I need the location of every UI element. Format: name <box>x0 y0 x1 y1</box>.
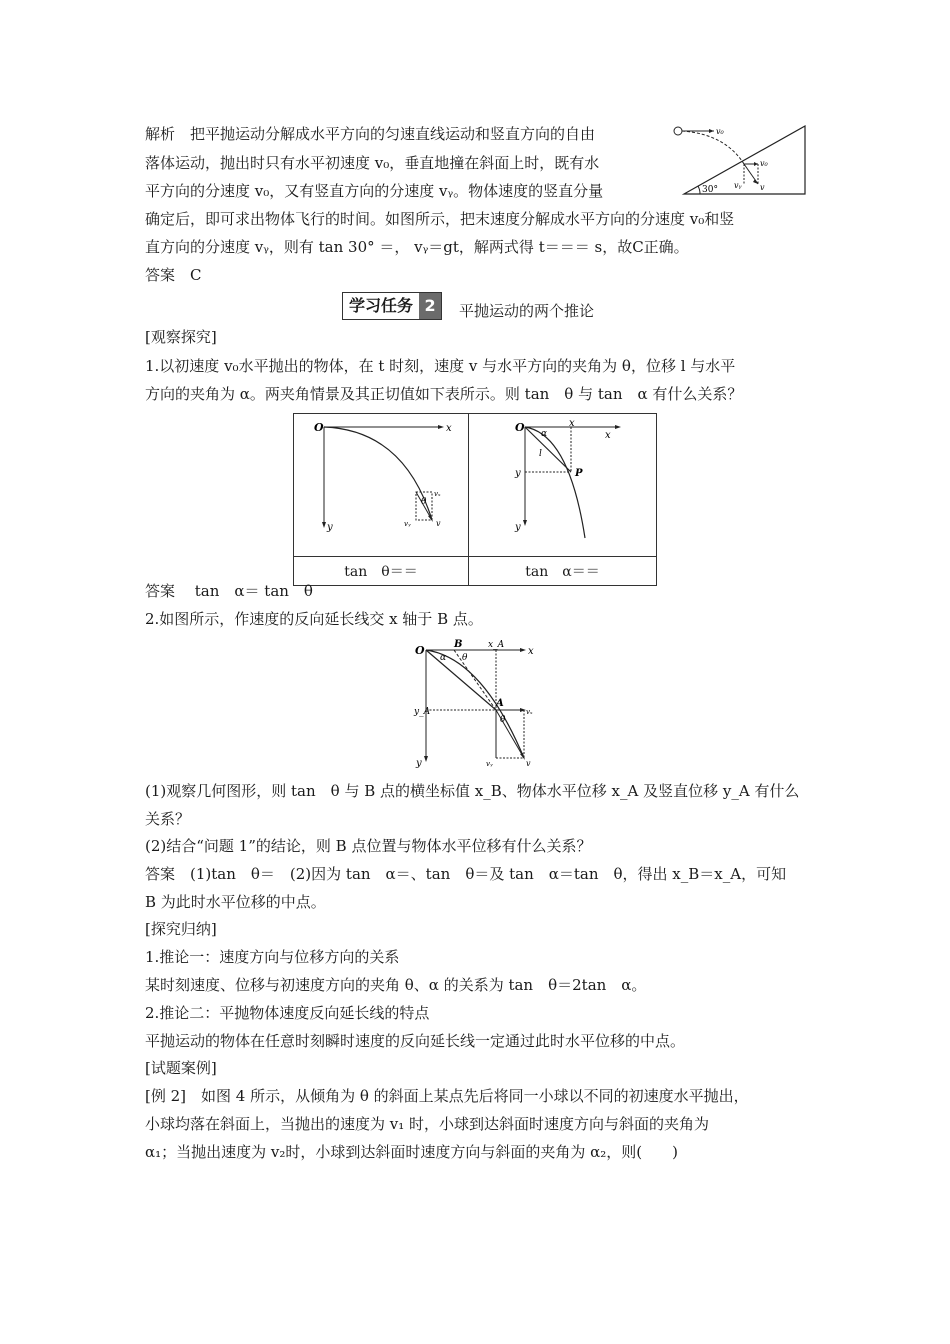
fig-l-x: x <box>446 423 452 434</box>
fig3-yA: y_A <box>414 707 431 717</box>
example-header: [试题案例] <box>145 1059 217 1077</box>
fig1-v-label: v <box>760 183 765 192</box>
analysis-answer: 答案 C <box>145 266 202 284</box>
ball-icon <box>674 127 682 135</box>
displacement-figure-cell <box>469 414 657 557</box>
fig-l-O: O <box>314 421 324 434</box>
fig3-theta-2: θ <box>500 715 506 725</box>
fig-l-vx: vₓ <box>434 490 441 498</box>
fig-r-x: x <box>605 430 611 441</box>
example-line-1: [例 2] 如图 4 所示，从倾角为 θ 的斜面上某点先后将同一小球以不同的初速度水平抛出， <box>145 1087 749 1105</box>
fig-l-v: v <box>436 519 441 528</box>
example-line-2: 小球均落在斜面上，当抛出的速度为 v₁ 时，小球到达斜面时速度方向与斜面的夹角为 <box>145 1115 710 1133</box>
fig1-v0-label-2: v₀ <box>760 159 768 168</box>
corollary-2-body: 平抛运动的物体在任意时刻瞬时速度的反向延长线一定通过此时水平位移的中点。 <box>145 1032 686 1050</box>
fig-l-theta: θ <box>421 497 427 507</box>
q2: 2.如图所示，作速度的反向延长线交 x 轴于 B 点。 <box>145 610 483 628</box>
q2-sub1-line-2: 关系？ <box>145 810 191 828</box>
fig-r-O: O <box>515 421 525 434</box>
fig3-theta-1: θ <box>462 653 468 663</box>
displacement-line <box>426 650 496 710</box>
velocity-figure-cell <box>294 414 469 557</box>
corollary-2-title: 2.推论二：平抛物体速度反向延长线的特点 <box>145 1004 430 1022</box>
analysis-line-2: 落体运动，抛出时只有水平初速度 v₀，垂直地撞在斜面上时，既有水 <box>145 154 600 172</box>
analysis-line-1: 解析 把平抛运动分解成水平方向的匀速直线运动和竖直方向的自由 <box>145 125 596 143</box>
answer-1: 答案 tan α＝ tan θ <box>145 582 313 600</box>
corollary-1-body: 某时刻速度、位移与初速度方向的夹角 θ、α 的关系为 tan θ＝2tan α。 <box>145 976 647 994</box>
answer-2-line-1: 答案 (1)tan θ＝ (2)因为 tan α＝、tan θ＝及 tan α＝tan θ，得出 x_B＝x_A，可知 <box>145 865 787 883</box>
fig-r-y: y <box>515 522 521 533</box>
summary-header: [探究归纳] <box>145 920 217 938</box>
example-line-3: α₁；当抛出速度为 v₂时，小球到达斜面时速度方向与斜面的夹角为 α₂，则( ) <box>145 1143 679 1161</box>
displacement-diagram <box>469 414 656 552</box>
corollary-1-title: 1.推论一：速度方向与位移方向的关系 <box>145 948 400 966</box>
trajectory-curve <box>426 650 524 758</box>
fig3-O: O <box>415 644 425 657</box>
incline-figure <box>670 122 810 198</box>
fig-r-y-mid: y <box>515 468 521 479</box>
task-number: 2 <box>419 293 441 319</box>
displacement-line <box>525 427 571 472</box>
fig-r-x-top: x <box>569 418 575 429</box>
trajectory-curve <box>525 427 585 538</box>
angle-table <box>293 413 657 586</box>
fig3-B: B <box>454 639 463 650</box>
analysis-line-4: 确定后，即可求出物体飞行的时间。如图所示，把末速度分解成水平方向的分速度 v₀和竖 <box>145 210 735 228</box>
fig-l-y: y <box>327 522 333 533</box>
fig3-v: v <box>526 759 531 768</box>
fig3-alpha: α <box>440 653 447 663</box>
trajectory-curve <box>682 131 744 164</box>
fig3-vx: vₓ <box>526 708 533 716</box>
fig-l-vy: vᵧ <box>404 520 411 528</box>
velocity-diagram <box>294 414 468 552</box>
fig1-v0-label: v₀ <box>716 127 724 136</box>
fig3-x: x <box>528 646 534 657</box>
analysis-line-3: 平方向的分速度 v₀，又有竖直方向的分速度 vᵧ。物体速度的竖直分量 <box>145 182 604 200</box>
incline-triangle <box>684 126 805 194</box>
fig3-y: y <box>416 758 422 769</box>
q1-line-2: 方向的夹角为 α。两夹角情景及其正切值如下表所示。则 tan θ 与 tan α 有什么关系？ <box>145 385 743 403</box>
fig-r-alpha: α <box>541 429 548 439</box>
fig3-xA: x_A <box>488 640 505 650</box>
q2-sub1-line-1: (1)观察几何图形，则 tan θ 与 B 点的横坐标值 x_B、物体水平位移 x_A 及竖直位移 y_A 有什么 <box>145 782 800 800</box>
task-title: 平抛运动的两个推论 <box>459 302 595 320</box>
fig1-vy-label: vᵧ <box>734 181 742 190</box>
task-label: 学习任务 <box>343 293 419 319</box>
q1-line-1: 1.以初速度 v₀水平抛出的物体，在 t 时刻，速度 v 与水平方向的夹角为 θ，位移 l 与水平 <box>145 357 736 375</box>
analysis-line-5: 直方向的分速度 vᵧ，则有 tan 30° ＝， vᵧ＝gt，解两式得 t＝＝＝ s，故C正确。 <box>145 238 689 256</box>
table-right-caption: tan α＝＝ <box>469 557 657 586</box>
fig3-vy: vᵧ <box>486 760 493 768</box>
fig3-A: A <box>496 698 504 709</box>
answer-2-line-2: B 为此时水平位移的中点。 <box>145 893 326 911</box>
task-heading <box>342 292 442 320</box>
reverse-extension-diagram <box>412 636 542 772</box>
fig-r-l: l <box>539 449 542 459</box>
observe-header: [观察探究] <box>145 328 217 346</box>
fig1-angle-label: 30° <box>702 185 718 195</box>
fig-r-P: P <box>575 468 583 479</box>
q2-sub2: (2)结合“问题 1”的结论，则 B 点位置与物体水平位移有什么关系？ <box>145 837 592 855</box>
table-left-caption: tan θ＝＝ <box>294 557 469 586</box>
